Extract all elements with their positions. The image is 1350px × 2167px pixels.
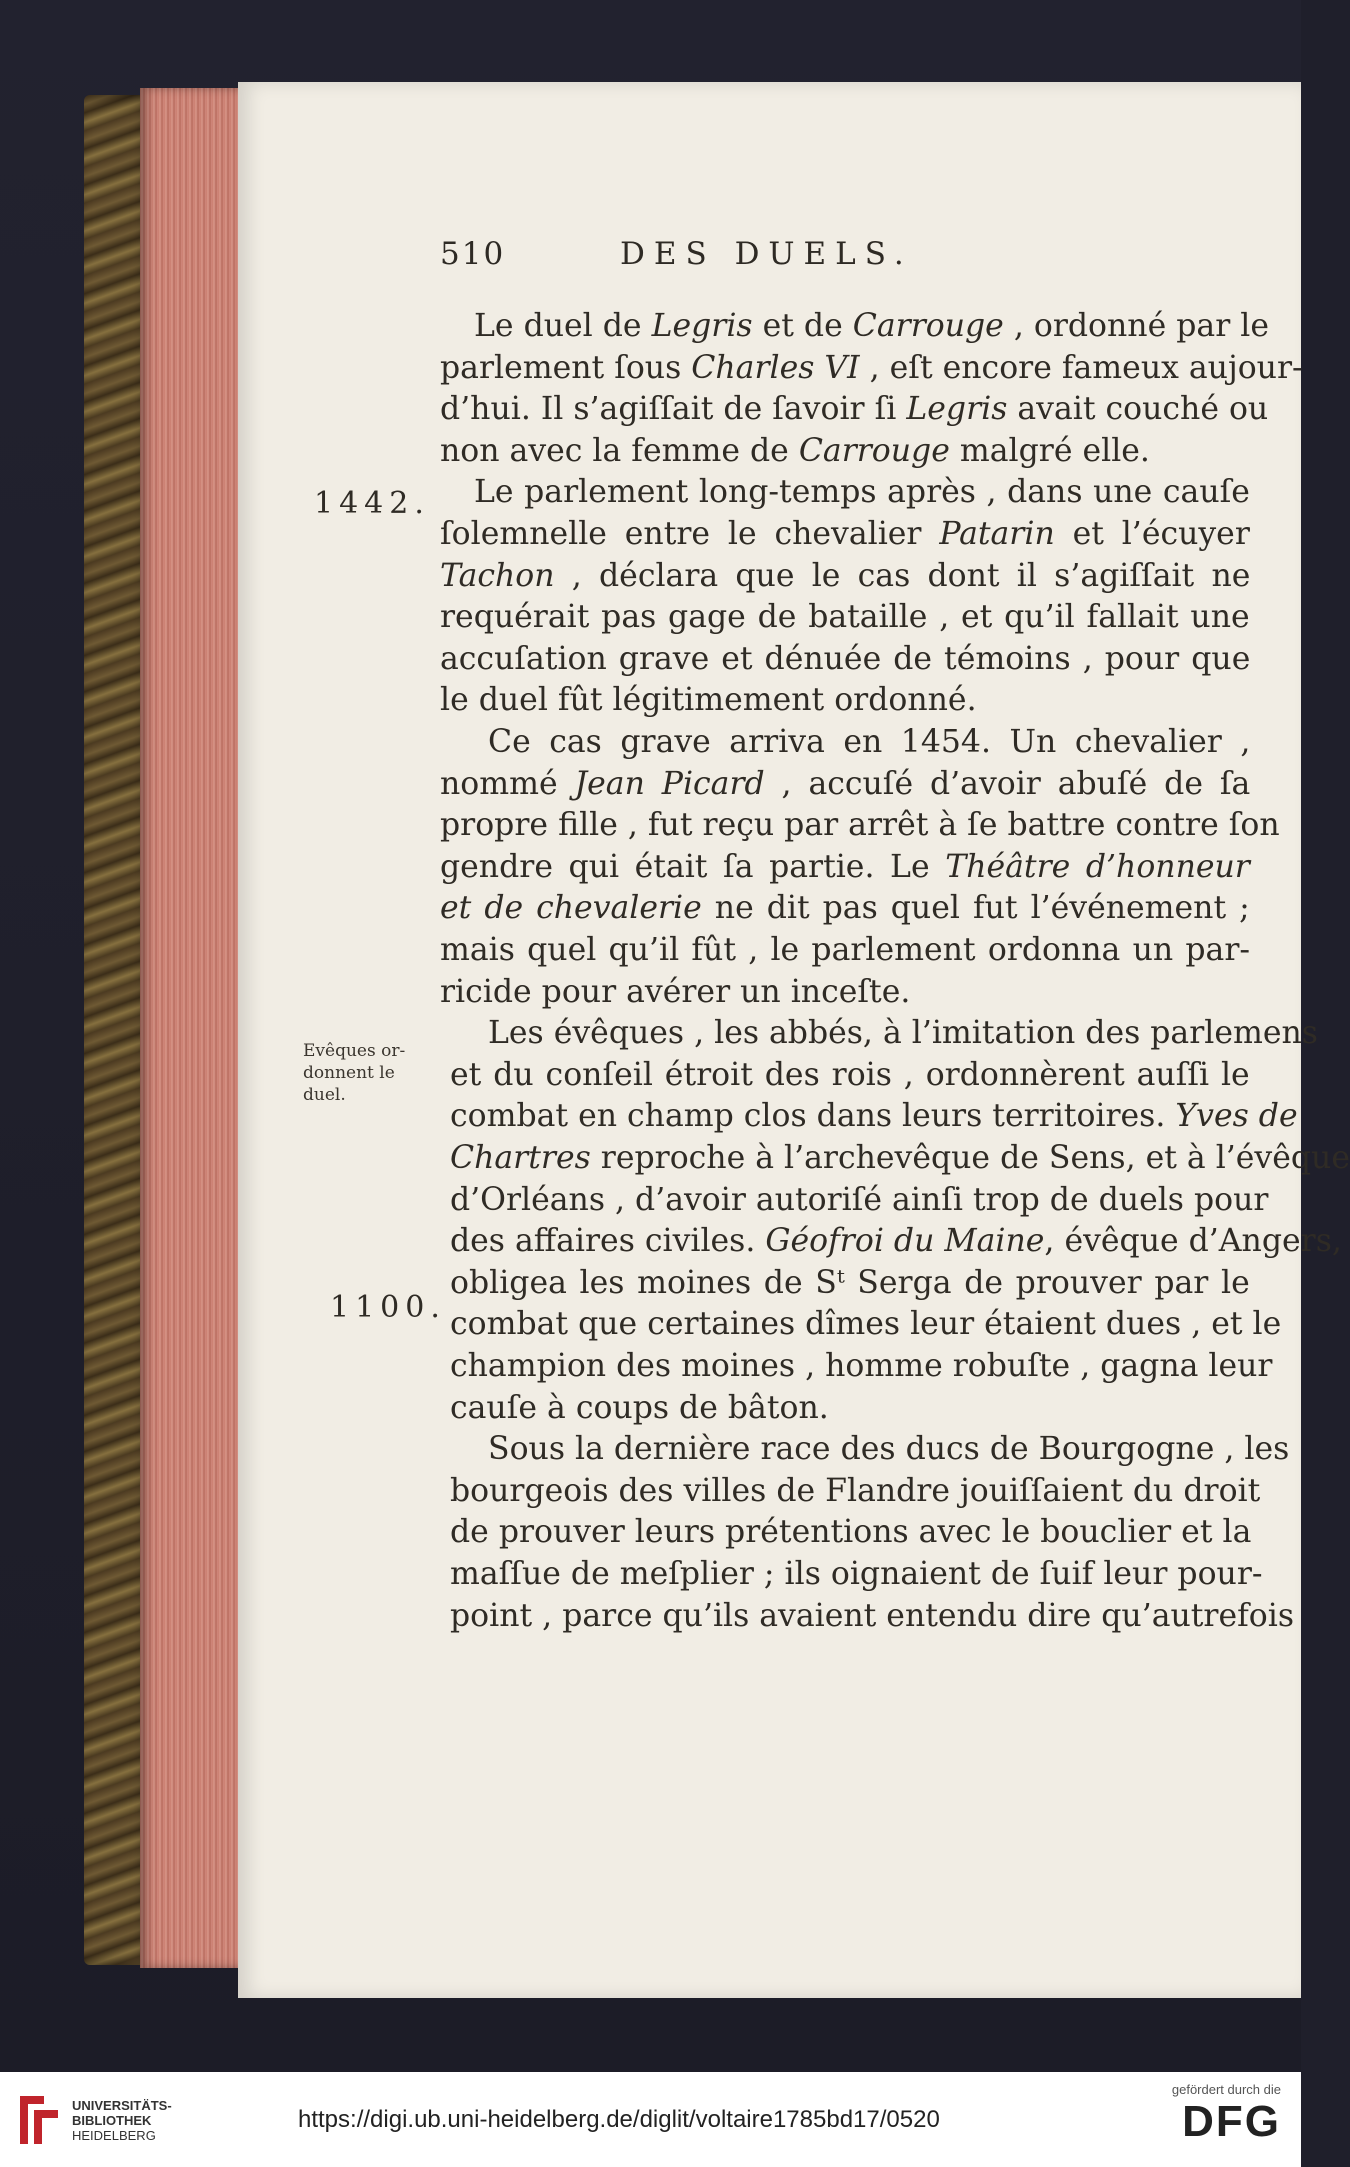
running-title: DES DUELS. [620,236,913,272]
text-line: le duel fût légitimement ordonné. [440,682,977,719]
text-line: point , parce qu’ils avaient entendu dire qu’autrefois [450,1597,1294,1634]
funding-credit [1172,2082,1281,2147]
text-line: Sous la dernière race des ducs de Bourgogne , les [488,1431,1290,1468]
text-line: Ce cas grave arriva en 1454. Un chevalier , [488,724,1251,760]
page-edges [140,88,240,1968]
text-line: Chartres reproche à l’archevêque de Sens, et à l’évêque [450,1140,1350,1176]
text-line: maſſue de meſplier ; ils oignaient de ſuif leur pour- [450,1556,1263,1592]
text-line: non avec la femme de Carrouge malgré elle. [440,432,1150,469]
page-header [440,236,1240,272]
permalink-url[interactable]: https://digi.ub.uni-heidelberg.de/diglit/voltaire1785bd17/0520 [298,2106,940,2133]
text-line: Tachon , déclara que le cas dont il s’agiſſait ne [440,557,1251,594]
margin-year-1100: 1100. [330,1290,446,1325]
text-line: et du conſeil étroit des rois , ordonnèrent auſſi le [450,1056,1250,1093]
text-line: bourgeois des villes de Flandre jouiſſaient du droit [450,1472,1261,1509]
dfg-logo: DFG [1182,2097,1281,2146]
text-line: parlement ſous Charles VI , eſt encore fameux aujour- [440,349,1303,386]
text-line: d’Orléans , d’avoir autoriſé ainſi trop de duels pour [450,1181,1269,1218]
text-line: et de chevalerie ne dit pas quel fut l’événement ; [440,890,1250,927]
text-line: champion des moines , homme robuſte , gagna leur [450,1348,1273,1384]
text-line: combat en champ clos dans leurs territoires. Yves de [450,1098,1298,1135]
text-line: gendre qui était ſa partie. Le Théâtre d’honneur [440,848,1250,885]
margin-year-1442: 1442. [314,486,430,521]
funding-label: gefördert durch die [1171,2082,1281,2097]
text-line: combat que certaines dîmes leur étaient dues , et le [450,1306,1282,1343]
text-line: accuſation grave et dénuée de témoins , pour que [440,640,1251,677]
text-line: cauſe à coups de bâton. [450,1389,829,1426]
text-line: d’hui. Il s’agiſſait de ſavoir ſi Legris avait couché ou [440,391,1269,428]
text-line: ricide pour avérer un inceſte. [440,973,911,1010]
library-logo-icon [14,2090,64,2150]
footer-bar [0,2072,1301,2167]
text-line: obligea les moines de Sᵗ Serga de prouver par le [450,1264,1250,1301]
text-line: mais quel qu’il fût , le parlement ordonna un par- [440,932,1251,968]
text-line: Le parlement long-temps après , dans une cauſe [474,474,1250,511]
text-line: Les évêques , les abbés, à l’imitation des parlemens [488,1015,1318,1052]
page-number: 510 [440,236,506,272]
text-line: Le duel de Legris et de Carrouge , ordonné par le [474,308,1269,344]
text-line: nommé Jean Picard , accuſé d’avoir abuſé de ſa [440,765,1251,802]
margin-note-line: duel. [303,1085,346,1105]
margin-note-line: donnent le [303,1063,395,1083]
text-line: de prouver leurs prétentions avec le bouclier et la [450,1514,1252,1551]
text-line: des affaires civiles. Géofroi du Maine, évêque d’Angers, [450,1223,1342,1260]
text-line: requérait pas gage de bataille , et qu’il fallait une [440,599,1250,636]
text-line: ſolemnelle entre le chevalier Patarin et l’écuyer [440,516,1250,552]
margin-note-line: Evêques or- [303,1041,406,1061]
text-line: propre fille , fut reçu par arrêt à ſe battre contre ſon [440,807,1280,844]
margin-note [303,1040,405,1106]
library-name: UNIVERSITÄTS- BIBLIOTHEK HEIDELBERG [72,2098,172,2143]
